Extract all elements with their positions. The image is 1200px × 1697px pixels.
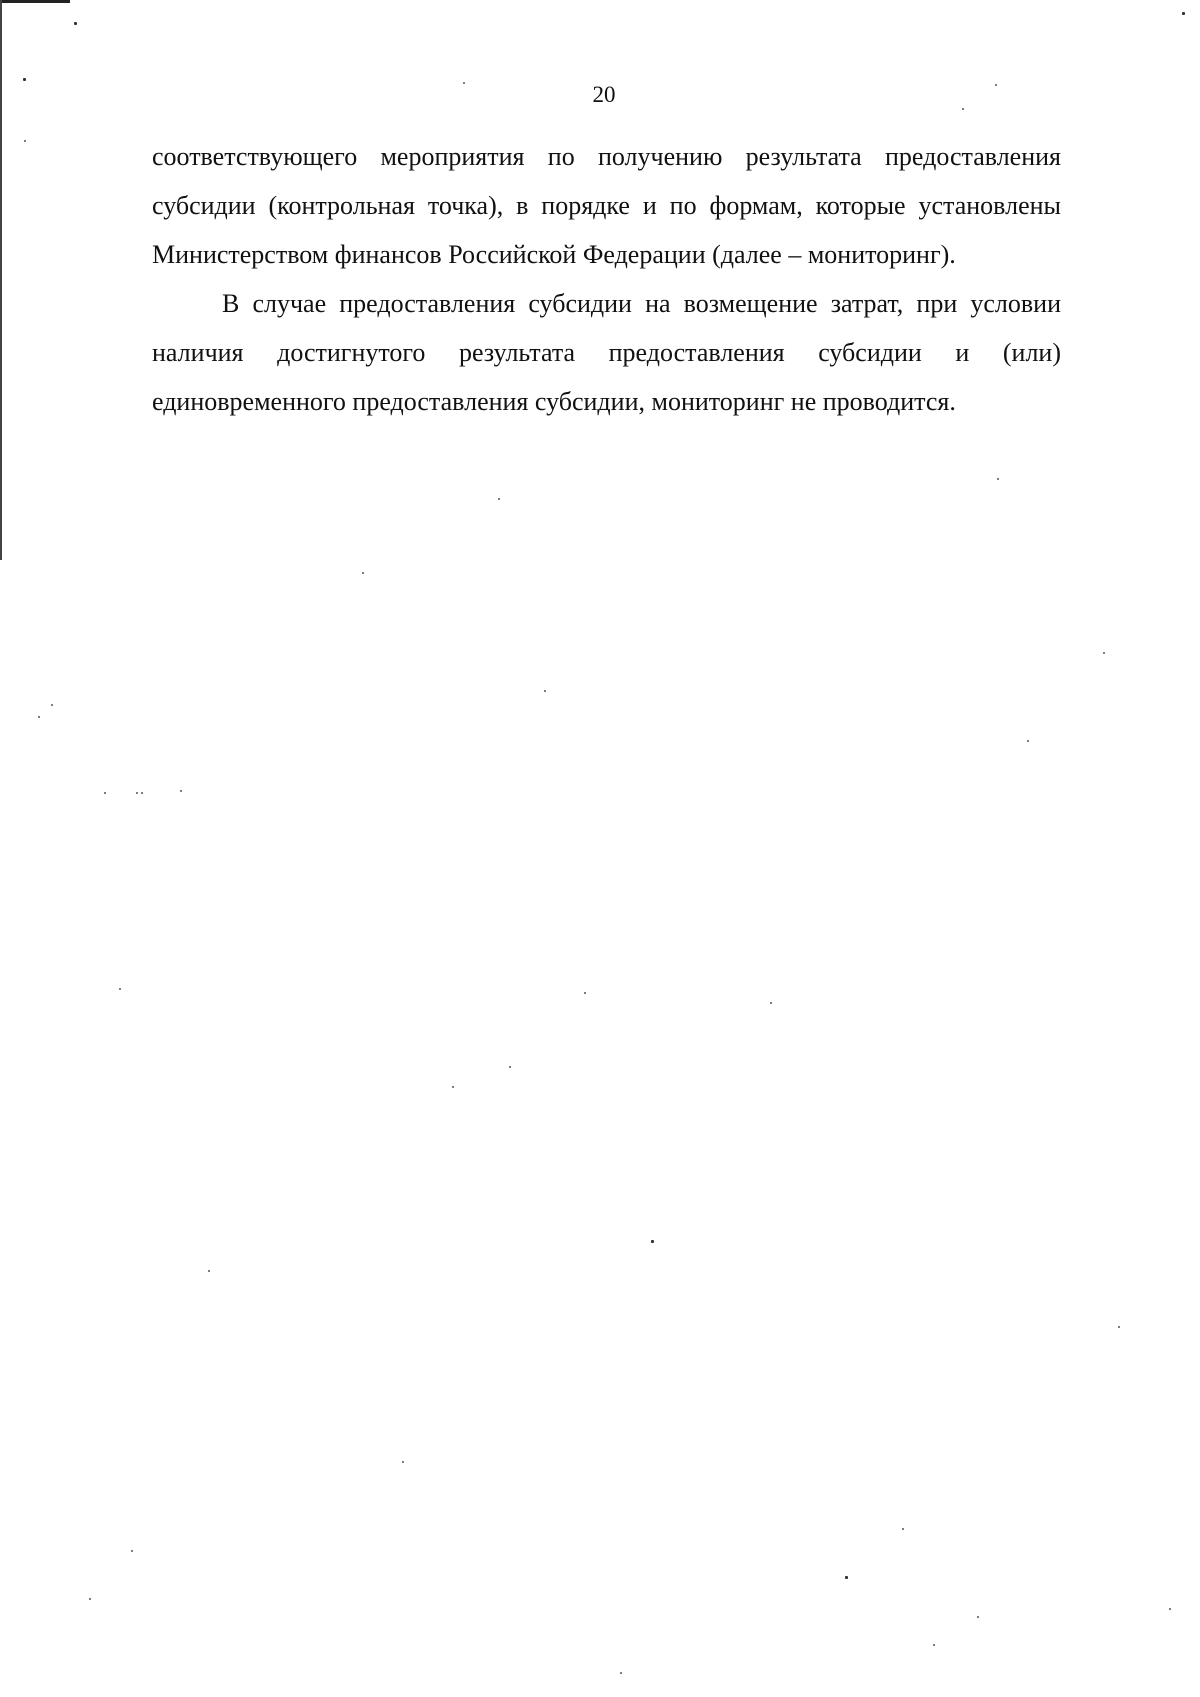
scan-speck: [509, 1066, 511, 1068]
scan-speck: [24, 140, 26, 142]
scan-speck: [23, 78, 26, 81]
scan-edge-top: [0, 0, 70, 3]
body-text: [152, 132, 1061, 426]
scan-speck: [362, 572, 364, 574]
scan-speck: [1118, 1326, 1120, 1328]
scan-speck: [38, 716, 40, 718]
scan-speck: [620, 1672, 622, 1674]
scan-speck: [1182, 12, 1185, 15]
scan-speck: [977, 1616, 979, 1618]
scan-speck: [845, 1576, 848, 1579]
scan-speck: [651, 1240, 654, 1243]
scan-speck: [498, 498, 500, 500]
scan-speck: [136, 792, 138, 794]
scan-speck: [119, 988, 121, 990]
scan-speck: [452, 1086, 454, 1088]
scan-speck: [402, 1461, 404, 1463]
scan-speck: [997, 478, 999, 480]
scan-speck: [770, 1002, 772, 1004]
scan-speck: [51, 704, 53, 706]
page-number: 20: [592, 82, 616, 107]
scan-speck: [962, 108, 964, 110]
scan-speck: [544, 690, 546, 692]
scan-speck: [1027, 740, 1029, 742]
scan-speck: [208, 1270, 210, 1272]
scan-speck: [902, 1528, 904, 1530]
scan-speck: [131, 1550, 133, 1552]
scan-speck: [104, 792, 106, 794]
scan-speck: [89, 1598, 91, 1600]
scan-speck: [74, 22, 77, 25]
scan-speck: [995, 84, 997, 86]
paragraph: В случае предоставления субсидии на возмещение затрат, при условии наличия достигнутого результата предоставления субсидии и (или) единовременного предоставления субсидии, мониторинг не проводится.: [152, 289, 1061, 416]
paragraph-continued: соответствующего мероприятия по получению результата предоставления субсидии (контрольная точка), в порядке и по формам, которые установлены Министерством финансов Российской Федерации (далее – мониторинг).: [152, 142, 1061, 269]
scan-speck: [141, 792, 143, 794]
scan-speck: [1103, 652, 1105, 654]
scan-speck: [180, 790, 182, 792]
scan-speck: [933, 1644, 935, 1646]
scan-speck: [1169, 1608, 1171, 1610]
scan-speck: [584, 992, 586, 994]
scan-speck: [463, 82, 465, 84]
